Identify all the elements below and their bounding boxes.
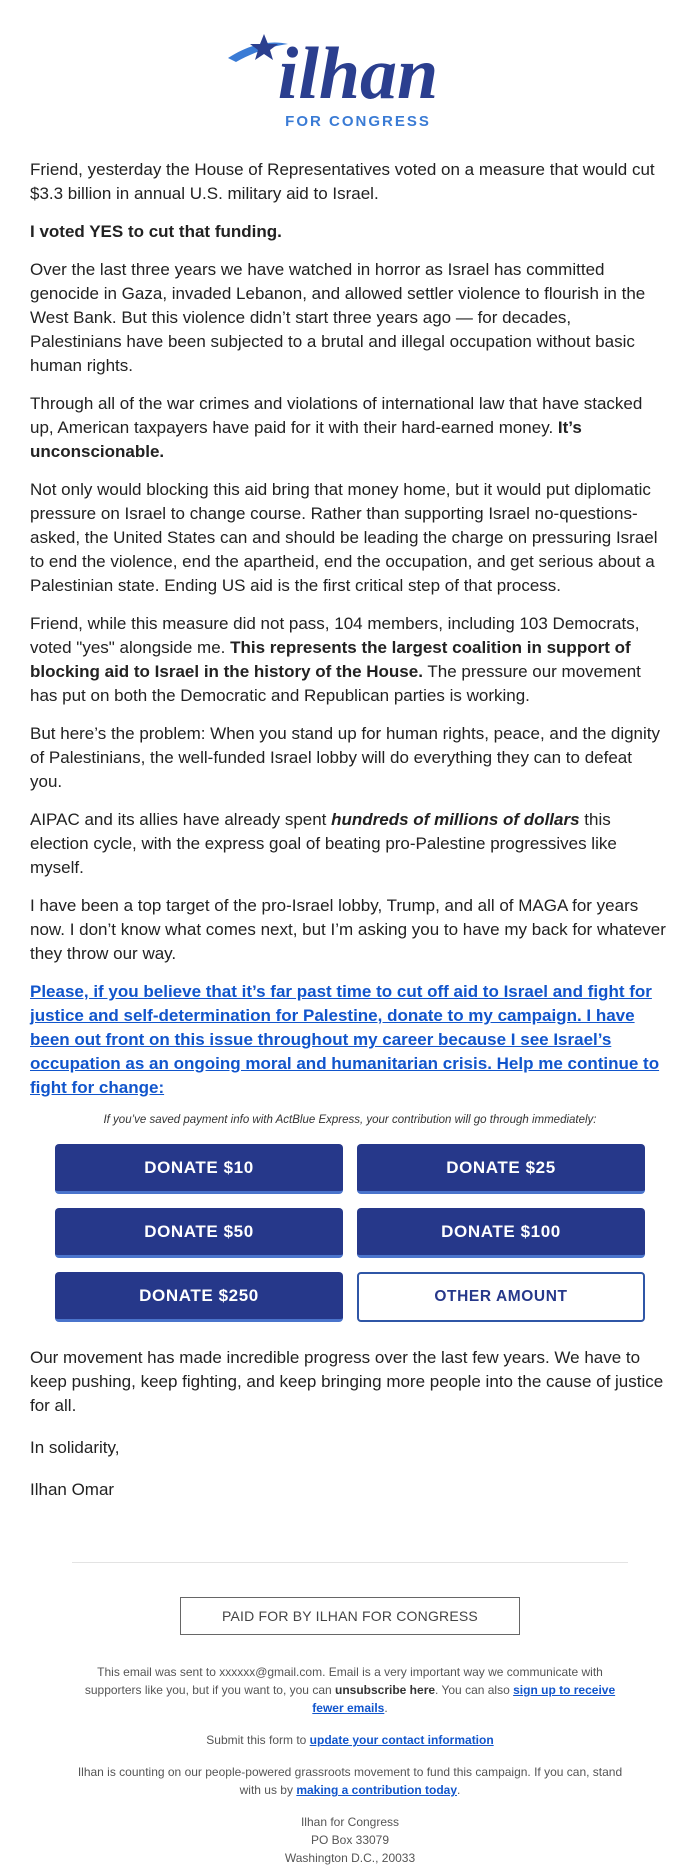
donate-100-button[interactable]: DONATE $100 (357, 1208, 645, 1258)
email-page (30, 28, 670, 1867)
address-line: PO Box 33079 (310, 1833, 390, 1847)
donate-25-button[interactable]: DONATE $25 (357, 1144, 645, 1194)
donate-50-button[interactable]: DONATE $50 (55, 1208, 343, 1258)
unsubscribe-notice: This email was sent to xxxxxx@gmail.com. Email is a very important way we communicate with supporters like you, but if you want to, you can unsubscribe here. You can also sign up to receive fewer emails. (84, 1665, 616, 1715)
paragraph: Over the last three years we have watched in horror as Israel has committed genocide in Gaza, invaded Lebanon, and allowed settler violence to flourish in the West Bank. But this violence didn’t start three years ago — for decades, Palestinians have been subjected to a brutal and illegal occupation without basic human rights. (30, 260, 646, 375)
address-line: Ilhan for Congress (300, 1815, 400, 1829)
signoff (30, 1346, 670, 1502)
paragraph: I have been a top target of the pro-Israel lobby, Trump, and all of MAGA for years now. I don’t know what comes next, but I’m asking you to have my back for whatever they throw our way. (30, 896, 666, 963)
footer-divider (72, 1562, 628, 1563)
donate-250-button[interactable]: DONATE $250 (55, 1272, 343, 1322)
star-icon (250, 34, 278, 60)
closing-paragraph: Our movement has made incredible progress over the last few years. We have to keep pushing, keep fighting, and keep bringing more people into the cause of justice for all. (30, 1348, 664, 1415)
other-amount-button[interactable]: OTHER AMOUNT (357, 1272, 645, 1322)
cta-paragraph (30, 980, 666, 1100)
paragraph: Friend, yesterday the House of Representatives voted on a measure that would cut $3.3 billion in annual U.S. military aid to Israel. (30, 160, 655, 203)
mailing-address (30, 1813, 670, 1867)
paid-for-box: PAID FOR BY ILHAN FOR CONGRESS (180, 1597, 520, 1635)
address-line: Washington D.C., 20033 (284, 1851, 416, 1865)
update-contact-link[interactable]: update your contact information (309, 1733, 494, 1747)
fewer-emails-link[interactable]: sign up to receive fewer emails (312, 1683, 616, 1715)
closing-salutation: In solidarity, (30, 1438, 120, 1457)
paragraph: But here’s the problem: When you stand up for human rights, peace, and the dignity of Palestinians, the well-funded Israel lobby will do everything they can to defeat you. (30, 724, 661, 791)
logo-name: ilhan (277, 33, 439, 115)
logo-subtitle: FOR CONGRESS (285, 113, 431, 130)
signature-name: Ilhan Omar (30, 1480, 115, 1499)
grassroots-notice: Ilhan is counting on our people-powered grassroots movement to fund this campaign. If you can, stand with us by making a contribution today. (77, 1765, 623, 1797)
donate-10-button[interactable]: DONATE $10 (55, 1144, 343, 1194)
donate-buttons (30, 1144, 670, 1322)
paragraph: Through all of the war crimes and violations of international law that have stacked up, American taxpayers have paid for it with their hard-earned money. It’s unconscionable. (30, 394, 643, 461)
contribute-link[interactable]: making a contribution today (296, 1783, 458, 1797)
ilhan-for-congress-logo (220, 28, 480, 130)
recipient-email: xxxxxx@gmail.com (219, 1665, 323, 1679)
paragraph: Friend, while this measure did not pass, 104 members, including 103 Democrats, voted "yes" alongside me. This represents the largest coalition in support of blocking aid to Israel in the history of the House. The pressure our movement has put on both the Democratic and Republican parties is working. (30, 614, 641, 705)
unsubscribe-link[interactable]: unsubscribe here (335, 1683, 436, 1697)
paragraph-bold: I voted YES to cut that funding. (30, 222, 282, 241)
actblue-express-note: If you’ve saved payment info with ActBlue Express, your contribution will go through immediately: (103, 1114, 597, 1126)
contact-form-notice: Submit this form to update your contact information (206, 1733, 494, 1747)
paragraph: Not only would blocking this aid bring that money home, but it would put diplomatic pressure on Israel to change course. Rather than supporting Israel no-questions-asked, the United States can and should be leading the charge on pressuring Israel to end the violence, end the apartheid, end the occupation, and get serious about a Palestinian state. Ending US aid is the first critical step of that process. (30, 480, 658, 595)
donate-cta-link[interactable]: Please, if you believe that it’s far past time to cut off aid to Israel and fight for justice and self-determination for Palestine, donate to my campaign. I have been out front on this issue throughout my career because I see Israel’s occupation as an ongoing moral and humanitarian crisis. Help me continue to fight for change: (30, 982, 660, 1097)
paragraph: AIPAC and its allies have already spent hundreds of millions of dollars this election cycle, with the express goal of beating pro-Palestine progressives like myself. (30, 810, 617, 877)
email-body (30, 130, 670, 1100)
